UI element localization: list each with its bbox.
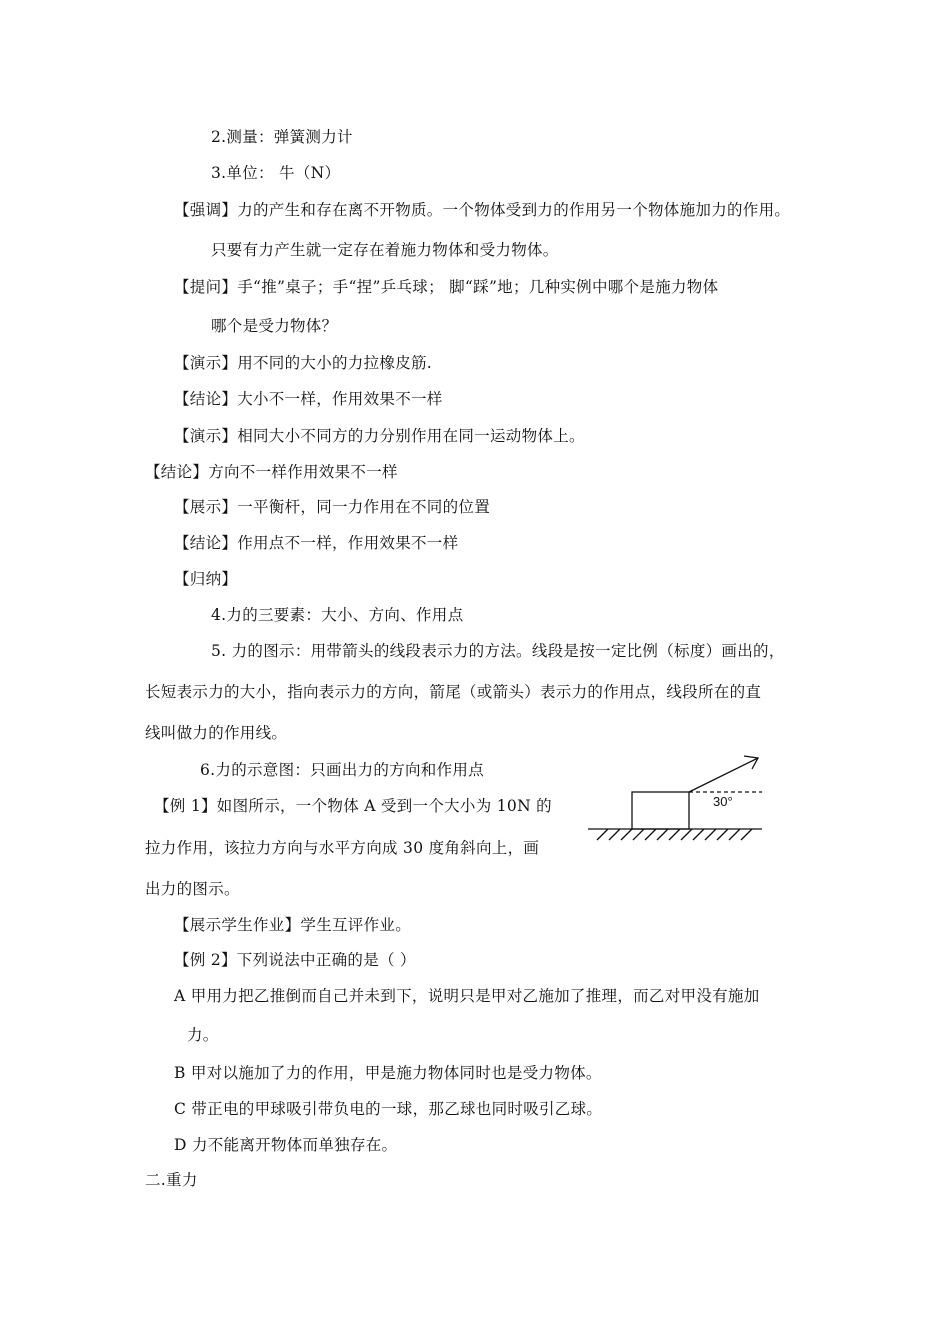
text-line-summary: 【归纳】 xyxy=(174,570,238,588)
force-arrow xyxy=(689,758,758,792)
text-line-show: 【展示】一平衡杆，同一力作用在不同的位置 xyxy=(174,498,491,516)
text-line-example-1-cont: 拉力作用，该拉力方向与水平方向成 30 度角斜向上，画 xyxy=(145,839,540,857)
text-line-demo-1: 【演示】用不同的大小的力拉橡皮筋. xyxy=(174,354,433,372)
text-line-example-2: 【例 2】下列说法中正确的是（ ） xyxy=(174,951,416,969)
text-line-emphasis-cont: 只要有力产生就一定存在着施力物体和受力物体。 xyxy=(211,241,559,259)
section-heading-gravity: 二.重力 xyxy=(145,1171,198,1189)
text-line-example-1-end: 出力的图示。 xyxy=(145,880,240,898)
text-line-conclusion-1: 【结论】大小不一样，作用效果不一样 xyxy=(174,390,443,408)
arrowhead-icon xyxy=(744,756,758,769)
text-line-question: 【提问】手“推”桌子；手“捏”乒乓球； 脚“踩”地；几种实例中哪个是施力物体 xyxy=(174,278,719,296)
text-line-option-b: B 甲对以施加了力的作用，甲是施力物体同时也是受力物体。 xyxy=(174,1064,602,1082)
force-diagram xyxy=(586,752,766,852)
text-line-emphasis: 【强调】力的产生和存在离不开物质。一个物体受到力的作用另一个物体施加力的作用。 xyxy=(174,201,791,219)
text-line-conclusion-3: 【结论】作用点不一样，作用效果不一样 xyxy=(174,534,459,552)
text-line-force-diagram-2: 长短表示力的大小，指向表示力的方向，箭尾（或箭头）表示力的作用点，线段所在的直 xyxy=(145,683,762,701)
text-line-student-work: 【展示学生作业】学生互评作业。 xyxy=(174,916,412,934)
text-line-option-a-cont: 力。 xyxy=(187,1026,219,1044)
text-line-measurement: 2.测量：弹簧测力计 xyxy=(211,128,353,146)
text-line-unit: 3.单位： 牛（N） xyxy=(211,164,341,182)
text-line-conclusion-2: 【结论】方向不一样作用效果不一样 xyxy=(145,463,398,481)
text-line-three-elements: 4.力的三要素：大小、方向、作用点 xyxy=(211,606,464,624)
angle-label: 30° xyxy=(713,794,733,809)
text-line-option-d: D 力不能离开物体而单独存在。 xyxy=(174,1136,398,1154)
block-a xyxy=(632,792,689,829)
ground-hatching xyxy=(597,829,752,840)
text-line-force-diagram: 5. 力的图示：用带箭头的线段表示力的方法。线段是按一定比例（标度）画出的， xyxy=(211,642,785,660)
text-line-example-1: 【例 1】如图所示，一个物体 A 受到一个大小为 10N 的 xyxy=(154,797,552,815)
text-line-demo-2: 【演示】相同大小不同方的力分别作用在同一运动物体上。 xyxy=(174,427,585,445)
text-line-question-cont: 哪个是受力物体？ xyxy=(211,317,338,335)
text-line-option-a: A 甲用力把乙推倒而自己并未到下，说明只是甲对乙施加了推理，而乙对甲没有施加 xyxy=(174,987,760,1005)
text-line-force-diagram-3: 线叫做力的作用线。 xyxy=(145,724,288,742)
text-line-schematic: 6.力的示意图：只画出力的方向和作用点 xyxy=(200,761,484,779)
text-line-option-c: C 带正电的甲球吸引带负电的一球，那乙球也同时吸引乙球。 xyxy=(174,1100,603,1118)
